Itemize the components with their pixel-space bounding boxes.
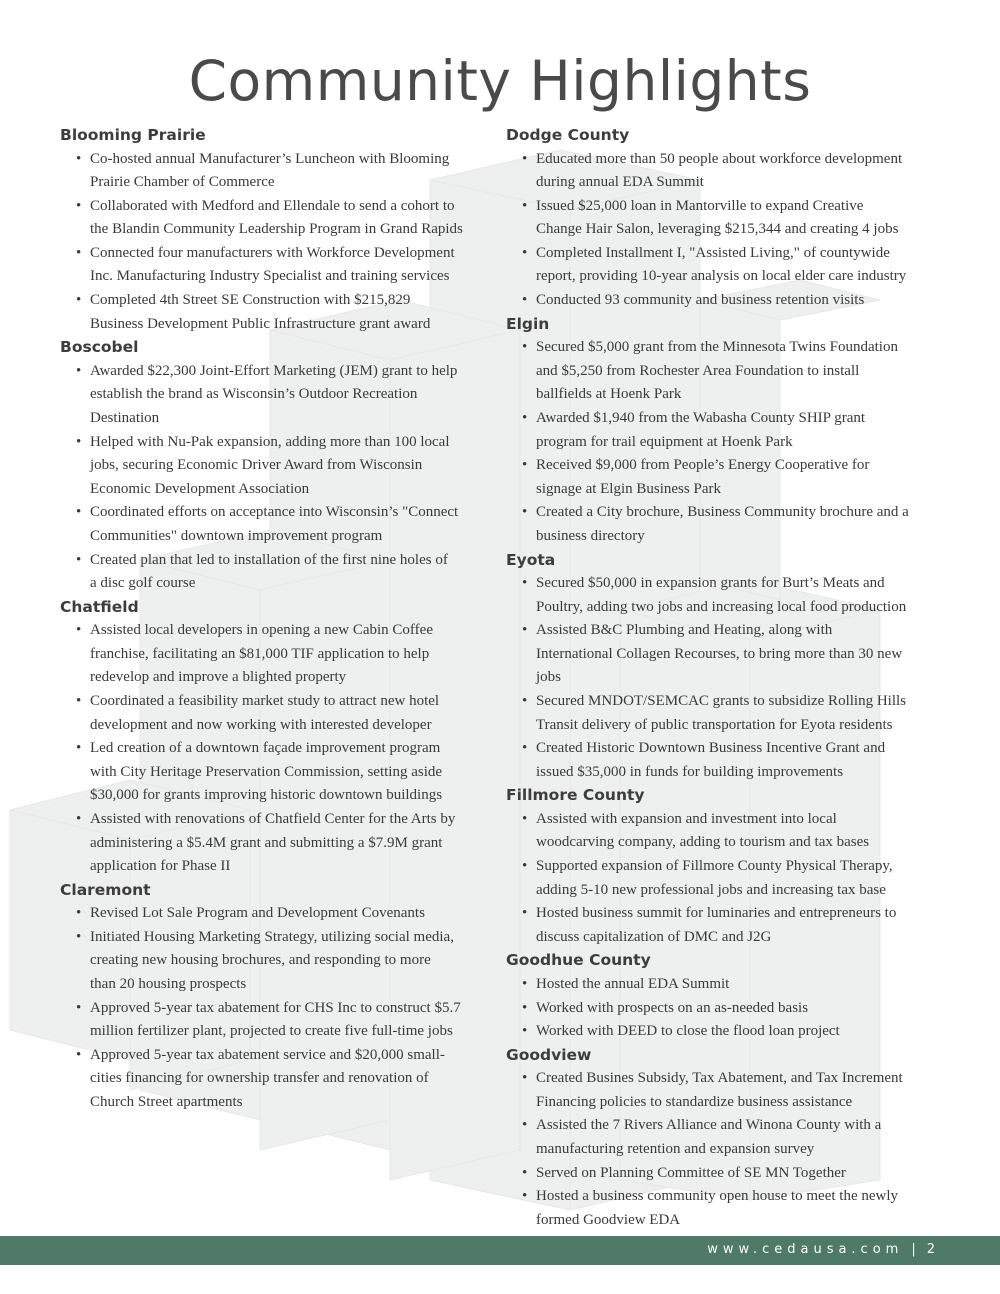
bullet-item xyxy=(60,690,500,737)
bullet-icon: • xyxy=(76,810,82,827)
bullet-item xyxy=(60,431,500,502)
section-goodhue-county xyxy=(506,949,946,1043)
section-blooming-prairie xyxy=(60,124,500,336)
bullet-item xyxy=(506,501,946,548)
section-chatfield xyxy=(60,596,500,879)
bullet-icon: • xyxy=(522,197,528,214)
bullet-icon: • xyxy=(522,1164,528,1181)
bullet-line: Completed 4th Street SE Construction with $215,829 xyxy=(90,292,411,309)
bullet-line: Collaborated with Medford and Ellendale to send a cohort to xyxy=(90,197,455,214)
bullet-line: application for Phase II xyxy=(90,858,231,875)
bullet-icon: • xyxy=(522,975,528,992)
bullet-icon: • xyxy=(522,244,528,261)
section-eyota xyxy=(506,549,946,785)
bullet-line: ballfields at Hoenk Park xyxy=(536,386,682,403)
bullet-icon: • xyxy=(522,292,528,309)
bullet-line: Transit delivery of public transportation for Eyota residents xyxy=(536,716,893,733)
bullet-line: Secured $50,000 in expansion grants for Burt’s Meats and xyxy=(536,575,885,591)
bullet-item xyxy=(506,1114,946,1161)
bullet-icon: • xyxy=(76,905,82,922)
bullet-icon: • xyxy=(522,1070,528,1087)
bullet-item xyxy=(60,619,500,690)
right-column xyxy=(506,124,946,1232)
bullet-list xyxy=(506,1067,946,1232)
bullet-icon: • xyxy=(522,999,528,1016)
bullet-line: Inc. Manufacturing Industry Specialist and training services xyxy=(90,268,450,285)
bullet-line: Worked with DEED to close the flood loan project xyxy=(536,1023,840,1040)
bullet-icon: • xyxy=(522,150,528,167)
bullet-line: franchise, facilitating an $81,000 TIF application to help xyxy=(90,645,430,662)
bullet-line: manufacturing retention and expansion survey xyxy=(536,1140,815,1157)
bullet-item xyxy=(506,1185,946,1232)
bullet-icon: • xyxy=(76,433,82,450)
bullet-line: than 20 housing prospects xyxy=(90,976,247,992)
bullet-line: Communities" downtown improvement program xyxy=(90,527,383,544)
bullet-line: Secured $5,000 grant from the Minnesota Twins Foundation xyxy=(536,339,898,356)
bullet-list xyxy=(60,360,500,596)
bullet-item xyxy=(60,501,500,548)
bullet-line: report, providing 10-year analysis on local elder care industry xyxy=(536,268,907,285)
bullet-line: Supported expansion of Fillmore County Physical Therapy, xyxy=(536,858,893,875)
bullet-icon: • xyxy=(522,858,528,875)
bullet-item xyxy=(60,926,500,997)
bullet-line: Assisted with renovations of Chatfield Center for the Arts by xyxy=(90,810,456,827)
section-dodge-county xyxy=(506,124,946,313)
bullet-line: Completed Installment I, "Assisted Living," of countywide xyxy=(536,244,890,261)
bullet-list xyxy=(506,148,946,313)
bullet-icon: • xyxy=(76,197,82,214)
bullet-line: adding 5-10 new professional jobs and increasing tax base xyxy=(536,881,886,898)
bullet-line: Connected four manufacturers with Workforce Development xyxy=(90,244,455,261)
bullet-line: a disc golf course xyxy=(90,575,196,592)
bullet-line: Revised Lot Sale Program and Development Covenants xyxy=(90,905,425,922)
bullet-icon: • xyxy=(76,551,82,568)
section-goodview xyxy=(506,1044,946,1233)
bullet-line: establish the brand as Wisconsin’s Outdoor Recreation xyxy=(90,386,418,403)
section-heading: Dodge County xyxy=(506,126,630,144)
bullet-item xyxy=(60,148,500,195)
bullet-line: Approved 5-year tax abatement for CHS Inc to construct $5.7 xyxy=(90,999,461,1016)
bullet-line: Assisted B&C Plumbing and Heating, along with xyxy=(536,622,833,639)
bullet-line: during annual EDA Summit xyxy=(536,174,704,191)
bullet-line: Economic Development Association xyxy=(90,480,310,497)
bullet-line: Co-hosted annual Manufacturer’s Luncheon with Blooming xyxy=(90,150,450,167)
bullet-item xyxy=(60,902,500,926)
bullet-item xyxy=(506,454,946,501)
bullet-line: cities financing for ownership transfer and renovation of xyxy=(90,1070,429,1087)
bullet-icon: • xyxy=(522,740,528,757)
bullet-item xyxy=(506,195,946,242)
section-heading: Goodhue County xyxy=(506,951,651,970)
bullet-line: Poultry, adding two jobs and increasing local food production xyxy=(536,598,907,615)
bullet-line: Coordinated a feasibility market study to attract new hotel xyxy=(90,692,440,709)
bullet-line: Coordinated efforts on acceptance into Wisconsin’s "Connect xyxy=(90,504,459,521)
section-elgin xyxy=(506,313,946,549)
bullet-line: Led creation of a downtown façade improvement program xyxy=(90,740,441,757)
bullet-item xyxy=(506,407,946,454)
bullet-icon: • xyxy=(76,244,82,261)
bullet-item xyxy=(506,336,946,407)
section-fillmore-county xyxy=(506,784,946,949)
bullet-icon: • xyxy=(76,1046,82,1063)
bullet-line: Hosted business summit for luminaries and entrepreneurs to xyxy=(536,905,897,922)
bullet-item xyxy=(506,1020,946,1044)
section-heading: Elgin xyxy=(506,314,550,333)
bullet-line: Assisted with expansion and investment into local xyxy=(536,810,837,827)
bullet-item xyxy=(60,360,500,431)
bullet-item xyxy=(506,242,946,289)
bullet-item xyxy=(506,1162,946,1186)
bullet-line: Received $9,000 from People’s Energy Cooperative for xyxy=(536,457,870,474)
bullet-item xyxy=(506,1067,946,1114)
bullet-list xyxy=(506,973,946,1044)
bullet-icon: • xyxy=(522,1023,528,1040)
bullet-item xyxy=(506,148,946,195)
bullet-line: Educated more than 50 people about workforce development xyxy=(536,150,903,167)
bullet-icon: • xyxy=(76,740,82,757)
bullet-line: Created Historic Downtown Business Incentive Grant and xyxy=(536,740,886,757)
bullet-list xyxy=(506,808,946,950)
footer-page-number: 2 xyxy=(926,1242,940,1257)
section-heading: Boscobel xyxy=(60,338,139,357)
footer-url[interactable]: www.cedausa.com xyxy=(707,1242,904,1257)
bullet-icon: • xyxy=(522,457,528,474)
bullet-line: Conducted 93 community and business retention visits xyxy=(536,292,865,309)
bullet-item xyxy=(60,808,500,879)
bullet-icon: • xyxy=(522,905,528,922)
section-heading: Chatfield xyxy=(60,597,139,616)
bullet-item xyxy=(60,242,500,289)
bullet-line: with City Heritage Preservation Commission, setting aside xyxy=(90,763,443,780)
bullet-line: Created plan that led to installation of the first nine holes of xyxy=(90,551,448,568)
bullet-line: administering a $5.4M grant and submitting a $7.9M grant xyxy=(90,834,443,851)
bullet-line: business directory xyxy=(536,527,645,544)
bullet-icon: • xyxy=(522,339,528,356)
bullet-icon: • xyxy=(76,292,82,309)
bullet-icon: • xyxy=(76,999,82,1016)
bullet-line: Helped with Nu-Pak expansion, adding more than 100 local xyxy=(90,433,450,450)
bullet-item xyxy=(60,737,500,808)
bullet-line: Created Busines Subsidy, Tax Abatement, and Tax Increment xyxy=(536,1070,903,1087)
bullet-line: development and now working with interested developer xyxy=(90,716,432,733)
bullet-icon: • xyxy=(76,622,82,639)
bullet-icon: • xyxy=(522,409,528,426)
bullet-icon: • xyxy=(76,928,82,945)
bullet-line: Assisted local developers in opening a new Cabin Coffee xyxy=(90,622,433,639)
section-boscobel xyxy=(60,336,500,595)
bullet-line: Change Hair Salon, leveraging $215,344 and creating 4 jobs xyxy=(536,221,899,238)
footer-text xyxy=(707,1240,940,1260)
bullet-item xyxy=(506,289,946,313)
bullet-icon: • xyxy=(522,575,528,591)
bullet-icon: • xyxy=(522,622,528,639)
bullet-list xyxy=(60,148,500,337)
bullet-icon: • xyxy=(522,504,528,521)
bullet-line: Hosted the annual EDA Summit xyxy=(536,975,730,992)
bullet-line: Hosted a business community open house to meet the newly xyxy=(536,1188,899,1205)
bullet-line: Approved 5-year tax abatement service and $20,000 small- xyxy=(90,1046,445,1063)
section-heading: Blooming Prairie xyxy=(60,126,206,144)
bullet-icon: • xyxy=(522,810,528,827)
bullet-line: discuss capitalization of DMC and J2G xyxy=(536,928,772,945)
bullet-line: Issued $25,000 loan in Mantorville to expand Creative xyxy=(536,197,864,214)
bullet-icon: • xyxy=(76,150,82,167)
bullet-line: Assisted the 7 Rivers Alliance and Winona County with a xyxy=(536,1117,882,1134)
section-claremont xyxy=(60,879,500,1115)
bullet-line: Created a City brochure, Business Community brochure and a xyxy=(536,504,909,521)
bullet-icon: • xyxy=(76,362,82,379)
bullet-list xyxy=(60,619,500,879)
bullet-item xyxy=(506,808,946,855)
bullet-icon: • xyxy=(522,692,528,709)
footer-separator: | xyxy=(911,1242,921,1257)
bullet-line: redevelop and improve a blighted property xyxy=(90,669,347,686)
bullet-line: jobs, securing Economic Driver Award from Wisconsin xyxy=(90,457,423,474)
bullet-line: and $5,250 from Rochester Area Foundation to install xyxy=(536,362,860,379)
bullet-line: Business Development Public Infrastructure grant award xyxy=(90,315,431,332)
bullet-item xyxy=(506,619,946,690)
bullet-item xyxy=(506,973,946,997)
section-heading: Fillmore County xyxy=(506,786,645,805)
bullet-list xyxy=(506,336,946,548)
bullet-icon: • xyxy=(76,504,82,521)
bullet-line: Initiated Housing Marketing Strategy, utilizing social media, xyxy=(90,928,454,945)
bullet-line: Worked with prospects on an as-needed basis xyxy=(536,999,809,1016)
footer-bar xyxy=(0,1236,1000,1265)
bullet-item xyxy=(60,289,500,336)
bullet-line: Church Street apartments xyxy=(90,1093,243,1110)
bullet-line: Destination xyxy=(90,409,160,426)
bullet-line: million fertilizer plant, projected to create five full-time jobs xyxy=(90,1023,453,1040)
bullet-line: Prairie Chamber of Commerce xyxy=(90,174,275,191)
bullet-line: program for trail equipment at Hoenk Park xyxy=(536,433,793,450)
bullet-line: International Collagen Recourses, to bring more than 30 new xyxy=(536,645,903,662)
bullet-item xyxy=(60,1044,500,1115)
bullet-line: jobs xyxy=(536,669,562,686)
left-column xyxy=(60,124,500,1115)
bullet-item xyxy=(506,855,946,902)
bullet-item xyxy=(506,572,946,619)
bullet-item xyxy=(506,902,946,949)
bullet-line: signage at Elgin Business Park xyxy=(536,480,721,497)
bullet-line: Awarded $22,300 Joint-Effort Marketing (JEM) grant to help xyxy=(90,362,458,379)
bullet-line: creating new housing brochures, and responding to more xyxy=(90,952,431,969)
bullet-item xyxy=(506,997,946,1021)
bullet-item xyxy=(60,195,500,242)
section-heading: Eyota xyxy=(506,550,556,569)
bullet-item xyxy=(506,690,946,737)
bullet-icon: • xyxy=(76,692,82,709)
bullet-line: Financing policies to standardize business assistance xyxy=(536,1093,853,1110)
bullet-icon: • xyxy=(522,1117,528,1134)
page-title: Community Highlights xyxy=(188,49,812,113)
bullet-line: $30,000 for grants improving historic downtown buildings xyxy=(90,787,443,804)
bullet-line: Secured MNDOT/SEMCAC grants to subsidize Rolling Hills xyxy=(536,692,906,709)
section-heading: Claremont xyxy=(60,880,151,899)
bullet-line: Served on Planning Committee of SE MN Together xyxy=(536,1164,846,1181)
bullet-line: formed Goodview EDA xyxy=(536,1211,681,1228)
bullet-line: issued $35,000 in funds for building improvements xyxy=(536,763,844,780)
bullet-item xyxy=(60,997,500,1044)
bullet-list xyxy=(506,572,946,784)
section-heading: Goodview xyxy=(506,1045,592,1064)
bullet-line: woodcarving company, adding to tourism and tax bases xyxy=(536,834,870,851)
bullet-line: Awarded $1,940 from the Wabasha County SHIP grant xyxy=(536,409,866,426)
bullet-item xyxy=(506,737,946,784)
bullet-line: the Blandin Community Leadership Program in Grand Rapids xyxy=(90,221,463,238)
bullet-item xyxy=(60,549,500,596)
bullet-icon: • xyxy=(522,1188,528,1205)
bullet-list xyxy=(60,902,500,1114)
